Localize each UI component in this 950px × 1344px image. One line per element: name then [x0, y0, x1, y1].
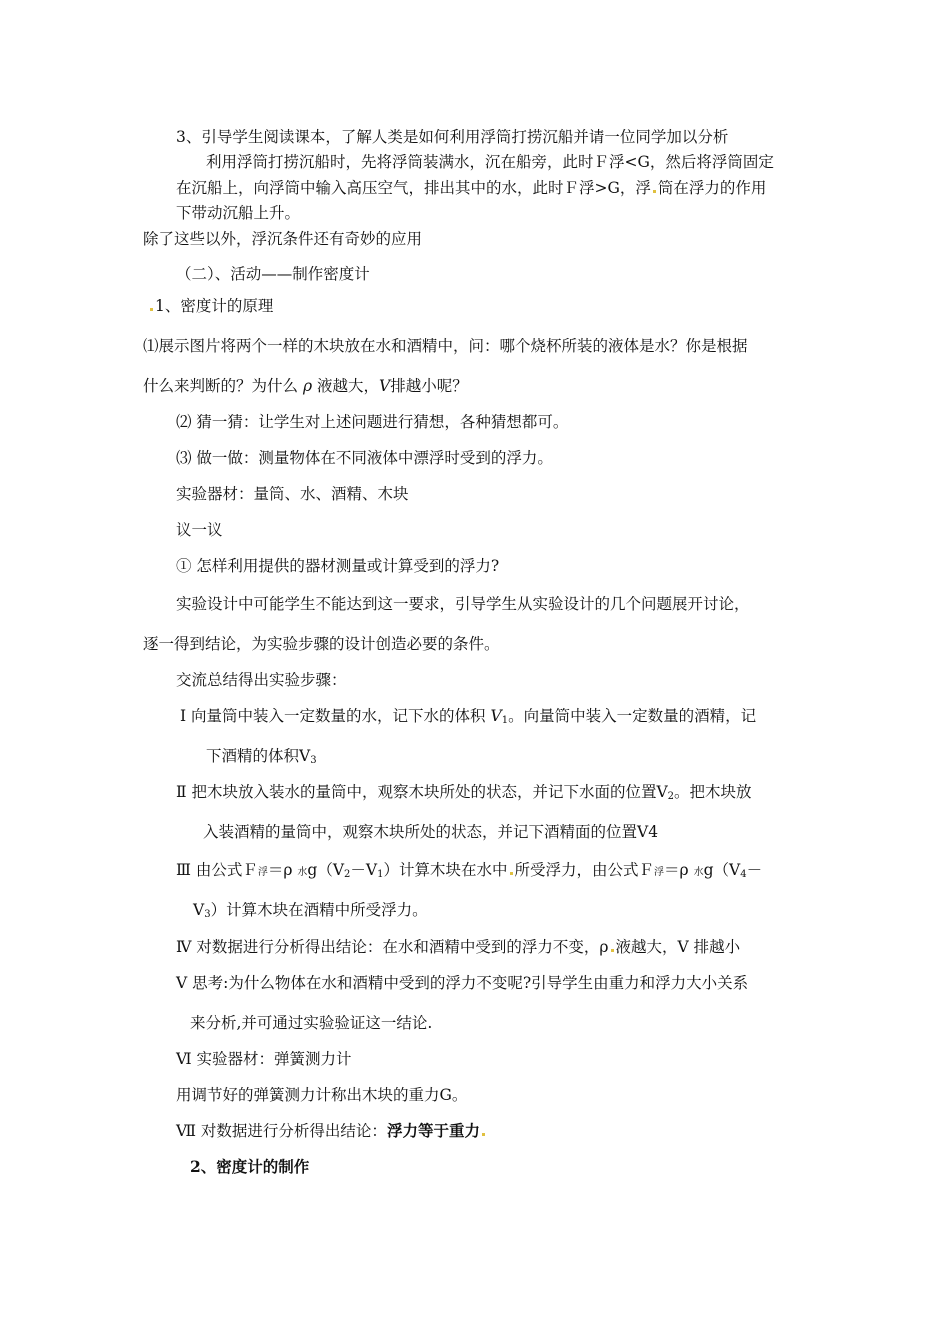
- text-line: [143, 336, 748, 356]
- line-text: 来分析,并可通过实验验证这一结论.: [190, 1014, 433, 1032]
- step-line: [180, 706, 756, 731]
- line-text: 液越大，: [312, 377, 379, 395]
- text-line: [143, 229, 422, 249]
- line-text: 液越大，V 排越小: [615, 938, 741, 956]
- line-text: 入装酒精的量筒中，观察木块所处的状态，并记下酒精面的位置V4: [203, 823, 659, 841]
- line-text: Ⅵ 实验器材：弹簧测力计: [176, 1050, 352, 1068]
- step-line: [203, 822, 658, 842]
- line-text: Ⅴ 思考:为什么物体在水和酒精中受到的浮力不变呢?引导学生由重力和浮力大小关系: [176, 974, 749, 992]
- step-line: [176, 973, 748, 993]
- line-text: ＝ρ: [267, 861, 298, 879]
- subscript: 4: [740, 869, 747, 880]
- line-text: －V: [350, 861, 378, 879]
- line-text: （二）、活动——制作密度计: [176, 265, 370, 283]
- line-text: 逐一得到结论，为实验步骤的设计创造必要的条件。: [143, 635, 500, 653]
- step-line: [206, 746, 317, 771]
- line-text: g（V: [703, 861, 741, 879]
- text-line: [206, 152, 774, 172]
- text-line: [176, 484, 409, 504]
- line-text: 下带动沉船上升。: [176, 204, 301, 222]
- subscript: 浮: [654, 867, 665, 878]
- subsection-heading: [148, 296, 273, 316]
- line-text: 3、引导学生阅读课本，了解人类是如何利用浮筒打捞沉船并请一位同学加以分析: [176, 128, 729, 146]
- line-text: 实验设计中可能学生不能达到这一要求，引导学生从实验设计的几个问题展开讨论，: [176, 595, 750, 613]
- text-line: [176, 556, 499, 576]
- line-text: 交流总结得出实验步骤：: [176, 671, 347, 689]
- line-text: Ⅰ 向量筒中装入一定数量的水，记下水的体积: [180, 707, 491, 725]
- step-line: [176, 1121, 487, 1141]
- line-text: 1、密度计的原理: [155, 297, 274, 315]
- subscript: 1: [501, 715, 509, 726]
- line-text: 除了这些以外，浮沉条件还有奇妙的应用: [143, 230, 423, 248]
- line-text: 2、密度计的制作: [190, 1157, 310, 1176]
- volume-symbol: V: [490, 707, 502, 725]
- line-text: ＝ρ: [664, 861, 694, 879]
- rho-symbol: ρ: [302, 377, 313, 395]
- line-text: V: [193, 901, 205, 919]
- line-text: 。向量筒中装入一定数量的酒精，记: [508, 707, 757, 725]
- line-text: 实验器材：量筒、水、酒精、木块: [176, 485, 409, 503]
- step-line: [176, 860, 762, 885]
- subscript: 1: [377, 869, 384, 880]
- subscript: 水: [297, 867, 308, 878]
- subscript: 2: [344, 869, 351, 880]
- text-line: [176, 127, 728, 147]
- line-text: 用调节好的弹簧测力计称出木块的重力G。: [176, 1086, 468, 1104]
- marker-dot: [150, 308, 153, 311]
- line-text: g（V: [307, 861, 345, 879]
- line-text: 在沉船上，向浮筒中输入高压空气，排出其中的水，此时Ｆ浮>G，浮: [176, 179, 651, 197]
- line-text: 排越小呢？: [390, 377, 468, 395]
- conclusion-text: 浮力等于重力: [386, 1121, 480, 1140]
- text-line: [143, 634, 500, 654]
- text-line: [176, 178, 766, 198]
- text-line: [176, 412, 568, 432]
- marker-dot: [482, 1133, 485, 1136]
- subscript: 浮: [257, 867, 268, 878]
- line-text: ⑵ 猜一猜：让学生对上述问题进行猜想，各种猜想都可。: [176, 413, 569, 431]
- text-line: [176, 203, 300, 223]
- subsection-heading: [190, 1157, 309, 1177]
- line-text: ⑴展示图片将两个一样的木块放在水和酒精中，问：哪个烧杯所装的液体是水？你是根据: [143, 337, 748, 355]
- subscript: 3: [310, 755, 317, 766]
- text-line: [176, 448, 553, 468]
- line-text: －: [746, 861, 763, 879]
- text-line: [176, 1085, 467, 1105]
- step-line: [176, 782, 752, 807]
- line-text: 下酒精的体积V: [206, 747, 311, 765]
- line-text: 所受浮力，由公式Ｆ: [514, 861, 655, 879]
- text-line: [176, 520, 223, 540]
- volume-symbol: V: [379, 377, 391, 395]
- step-line: [176, 1049, 352, 1069]
- text-line: [143, 376, 468, 396]
- line-text: Ⅲ 由公式Ｆ: [176, 861, 258, 879]
- line-text: ⑶ 做一做：测量物体在不同液体中漂浮时受到的浮力。: [176, 449, 553, 467]
- line-text: 议一议: [176, 521, 223, 539]
- subscript: 3: [204, 909, 211, 920]
- marker-dot: [653, 190, 656, 193]
- step-line: [176, 937, 740, 957]
- subscript: 水: [693, 867, 704, 878]
- text-line: [176, 670, 347, 690]
- text-line: [176, 594, 750, 614]
- line-text: ）计算木块在水中: [383, 861, 508, 879]
- line-text: ）计算木块在酒精中所受浮力。: [210, 901, 428, 919]
- line-text: Ⅳ 对数据进行分析得出结论：在水和酒精中受到的浮力不变，ρ: [176, 938, 609, 956]
- line-text: Ⅶ 对数据进行分析得出结论：: [176, 1122, 387, 1140]
- step-line: [190, 1013, 432, 1033]
- marker-dot: [510, 872, 513, 875]
- subscript: 2: [667, 791, 675, 802]
- step-line: [193, 900, 428, 925]
- line-text: ① 怎样利用提供的器材测量或计算受到的浮力?: [176, 557, 500, 575]
- section-heading: [176, 264, 370, 284]
- line-text: 。把木块放: [674, 783, 752, 801]
- line-text: Ⅱ 把木块放入装水的量筒中，观察木块所处的状态，并记下水面的位置V: [176, 783, 668, 801]
- line-text: 筒在浮力的作用: [657, 179, 767, 197]
- marker-dot: [611, 949, 614, 952]
- line-text: 利用浮筒打捞沉船时，先将浮筒装满水，沉在船旁，此时Ｆ浮<G，然后将浮筒固定: [206, 153, 774, 171]
- line-text: 什么来判断的？为什么: [143, 377, 303, 395]
